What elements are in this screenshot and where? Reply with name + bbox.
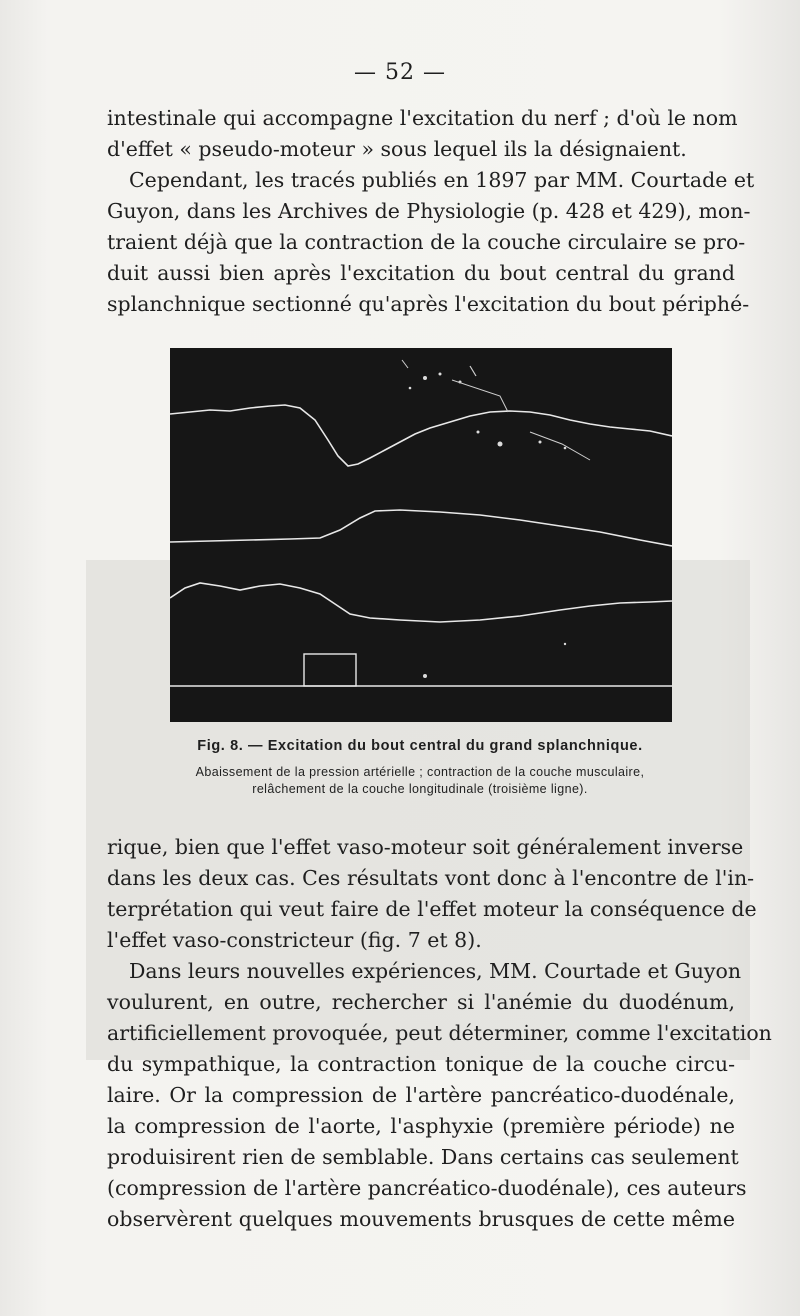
text-line: d'effet « pseudo-moteur » sous lequel ils la désignaient. xyxy=(107,137,687,161)
text-line: Guyon, dans les Archives de Physiologie (p. 428 et 429), mon- xyxy=(107,199,751,223)
text-line: splanchnique sectionné qu'après l'excitation du bout périphé- xyxy=(107,292,750,316)
kymograph-traces xyxy=(170,348,672,722)
paragraph-3 xyxy=(107,832,757,956)
text-line: rique, bien que l'effet vaso-moteur soit généralement inverse xyxy=(107,835,744,859)
longitudinal-layer-trace xyxy=(170,583,672,622)
paragraph-1 xyxy=(107,103,738,165)
text-line: (compression de l'artère pancréatico-duodénale), ces auteurs xyxy=(107,1176,747,1200)
figure-title: Fig. 8. — Excitation du bout central du grand splanchnique. xyxy=(197,738,643,754)
pressure-trace xyxy=(170,405,672,466)
text-line: artificiellement provoquée, peut déterminer, comme l'excitation xyxy=(107,1021,772,1045)
paragraph-4 xyxy=(107,956,772,1235)
figure-caption-line: relâchement de la couche longitudinale (troisième ligne). xyxy=(252,782,588,796)
text-line: intestinale qui accompagne l'excitation du nerf ; d'où le nom xyxy=(107,106,738,130)
text-line: dans les deux cas. Ces résultats vont donc à l'encontre de l'in- xyxy=(107,866,755,890)
text-line: duit aussi bien après l'excitation du bout central du grand xyxy=(107,261,735,285)
text-line: traient déjà que la contraction de la couche circulaire se pro- xyxy=(107,230,746,254)
page-number: — 52 — xyxy=(354,60,446,85)
text-line: observèrent quelques mouvements brusques de cette même xyxy=(107,1207,735,1231)
figure-caption-line: Abaissement de la pression artérielle ; contraction de la couche musculaire, xyxy=(195,765,645,779)
text-line: Cependant, les tracés publiés en 1897 par MM. Courtade et xyxy=(129,168,755,192)
text-line: terprétation qui veut faire de l'effet moteur la conséquence de xyxy=(107,897,757,921)
text-line: laire. Or la compression de l'artère pancréatico-duodénale, xyxy=(107,1083,735,1107)
text-line: produisirent rien de semblable. Dans certains cas seulement xyxy=(107,1145,739,1169)
trace-annotations xyxy=(409,373,567,679)
paragraph-2 xyxy=(107,165,755,320)
text-line: l'effet vaso-constricteur (fig. 7 et 8). xyxy=(107,928,482,952)
circular-layer-trace xyxy=(170,510,672,546)
text-line: Dans leurs nouvelles expériences, MM. Courtade et Guyon xyxy=(129,959,742,983)
excitation-signal-box xyxy=(304,654,356,686)
figure-caption xyxy=(100,764,740,798)
text-line: la compression de l'aorte, l'asphyxie (première période) ne xyxy=(107,1114,735,1138)
kymograph-figure xyxy=(170,348,672,722)
text-line: voulurent, en outre, rechercher si l'anémie du duodénum, xyxy=(107,990,735,1014)
text-line: du sympathique, la contraction tonique de la couche circu- xyxy=(107,1052,735,1076)
